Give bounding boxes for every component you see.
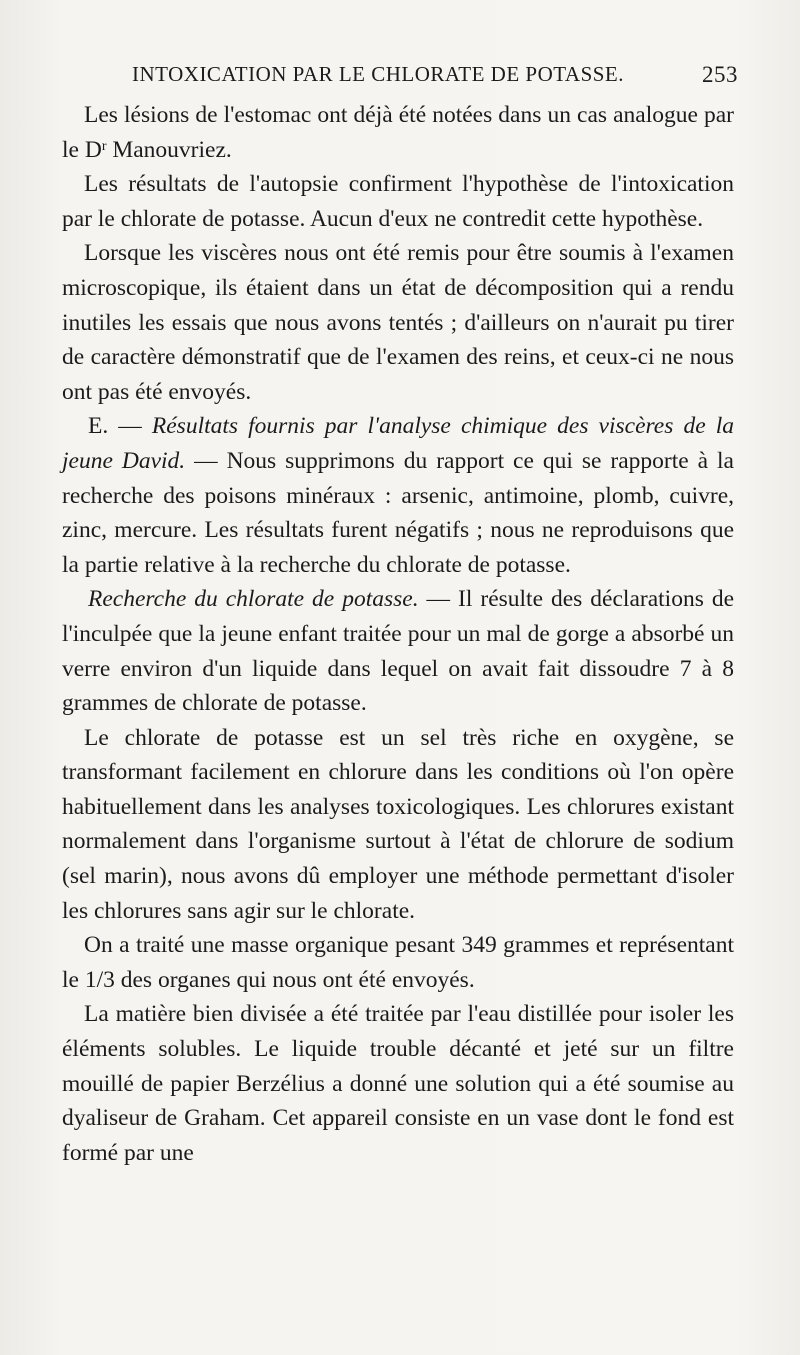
paragraph-text: Le chlorate de potasse est un sel très riche en oxygène, se transformant facilement en chlorure dans les conditions où l'on opère habituellement dans les analyses toxicologiques. Les chlorures existant normalement dans l'organisme surtout à l'état de chlorure de sodium (sel marin), nous avons dû employer une méthode permettant d'isoler les chlorures sans agir sur le chlorate.	[62, 724, 734, 924]
paragraph-text: — Il résulte des déclarations de l'inculpée que la jeune enfant traitée pour un mal de gorge a absorbé un verre environ d'un liquide dans lequel on avait fait dissoudre 7 à 8 grammes de chlorate de potasse.	[62, 586, 734, 717]
paragraph-text: Lorsque les viscères nous ont été remis pour être soumis à l'examen microscopique, ils étaient dans un état de décomposition qui a rendu inutiles les essais que nous avons tentés ; d'ailleurs on n'aurait pu tirer de caractère démonstratif que de l'examen des reins, et ceux-ci ne nous ont pas été envoyés.	[62, 240, 734, 405]
section-e-paragraph	[62, 409, 734, 582]
paragraph-2	[62, 167, 734, 236]
page-number: 253	[702, 62, 738, 87]
running-head	[80, 62, 740, 92]
section-heading: Résultats fournis par l'analyse chimique des viscères de la jeune David.	[62, 413, 734, 474]
paragraph-text: Les lésions de l'estomac ont déjà été notées dans un cas analogue par le D	[62, 102, 734, 163]
running-title: INTOXICATION PAR LE CHLORATE DE POTASSE.	[132, 62, 625, 86]
paragraph-text-end: Manouvriez.	[106, 136, 232, 163]
paragraph-6	[62, 721, 734, 929]
subsection-paragraph	[62, 582, 734, 720]
paragraph-7	[62, 928, 734, 997]
paragraph-1	[62, 98, 734, 167]
paragraph-text: Les résultats de l'autopsie confirment l'hypothèse de l'intoxication par le chlorate de potasse. Aucun d'eux ne contredit cette hypothèse.	[62, 171, 734, 232]
paragraph-text: — Nous supprimons du rapport ce qui se rapporte à la recherche des poisons minéraux : arsenic, antimoine, plomb, cuivre, zinc, mercure. Les résultats furent négatifs ; nous ne reproduisons que la partie relative à la recherche du chlorate de potasse.	[62, 447, 734, 578]
paragraph-8	[62, 997, 734, 1170]
paragraph-text: On a traité une masse organique pesant 349 grammes et représentant le 1/3 des organes qui nous ont été envoyés.	[62, 932, 734, 993]
subsection-heading: Recherche du chlorate de potasse.	[88, 586, 419, 613]
paragraph-text: La matière bien divisée a été traitée par l'eau distillée pour isoler les éléments solubles. Le liquide trouble décanté et jeté sur un filtre mouillé de papier Berzélius a donné une solution qui a été soumise au dyaliseur de Graham. Cet appareil consiste en un vase dont le fond est formé par une	[62, 1001, 734, 1166]
section-letter: E. —	[88, 413, 152, 440]
superscript: r	[101, 138, 107, 154]
body-text	[62, 98, 734, 1170]
paragraph-3	[62, 236, 734, 409]
